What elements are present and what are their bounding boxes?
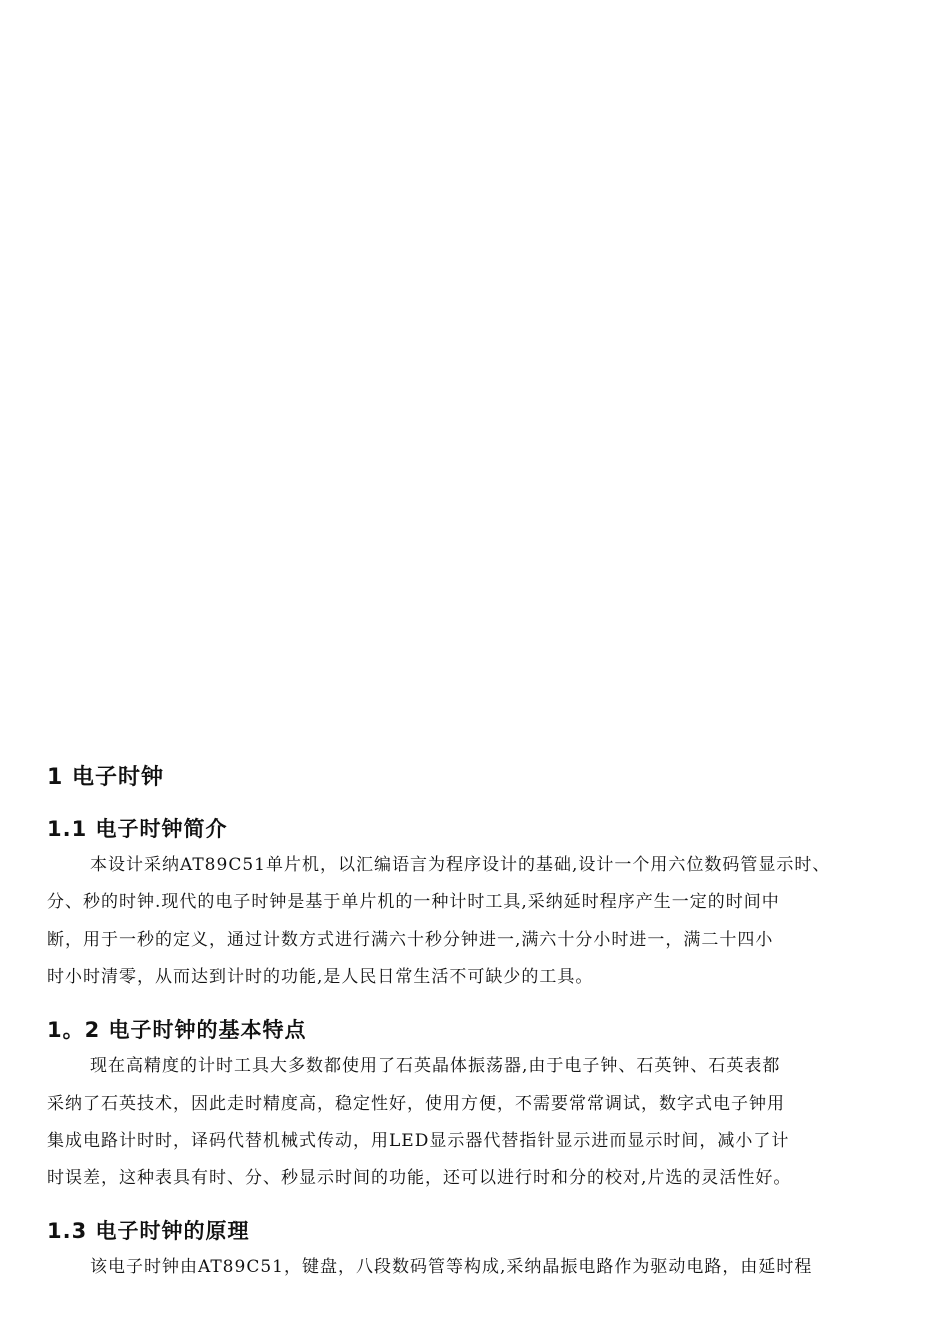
section-heading-1-2: 1。2 电子时钟的基本特点 [47,1018,307,1042]
paragraph-line: 分、秒的时钟.现代的电子时钟是基于单片机的一种计时工具,采纳延时程序产生一定的时间中 [47,892,780,912]
section-heading-1-1: 1.1 电子时钟简介 [47,817,228,841]
paragraph-line: 现在高精度的计时工具大多数都使用了石英晶体振荡器,由于电子钟、石英钟、石英表都 [90,1056,781,1076]
paragraph-line: 本设计采纳AT89C51单片机，以汇编语言为程序设计的基础,设计一个用六位数码管显示时、 [90,855,831,875]
paragraph-line: 断，用于一秒的定义，通过计数方式进行满六十秒分钟进一,满六十分小时进一，满二十四小 [47,930,774,950]
chapter-heading: 1 电子时钟 [47,765,164,790]
paragraph-line: 时小时清零，从而达到计时的功能,是人民日常生活不可缺少的工具。 [47,967,594,987]
paragraph-line: 该电子时钟由AT89C51，键盘，八段数码管等构成,采纳晶振电路作为驱动电路，由延时程 [90,1257,813,1277]
paragraph-line: 集成电路计时时，译码代替机械式传动，用LED显示器代替指针显示进而显示时间，减小了计 [47,1131,790,1151]
paragraph-line: 采纳了石英技术，因此走时精度高，稳定性好，使用方便，不需要常常调试，数字式电子钟用 [47,1094,785,1114]
paragraph-line: 时误差，这种表具有时、分、秒显示时间的功能，还可以进行时和分的校对,片选的灵活性好。 [47,1168,792,1188]
section-heading-1-3: 1.3 电子时钟的原理 [47,1219,250,1243]
